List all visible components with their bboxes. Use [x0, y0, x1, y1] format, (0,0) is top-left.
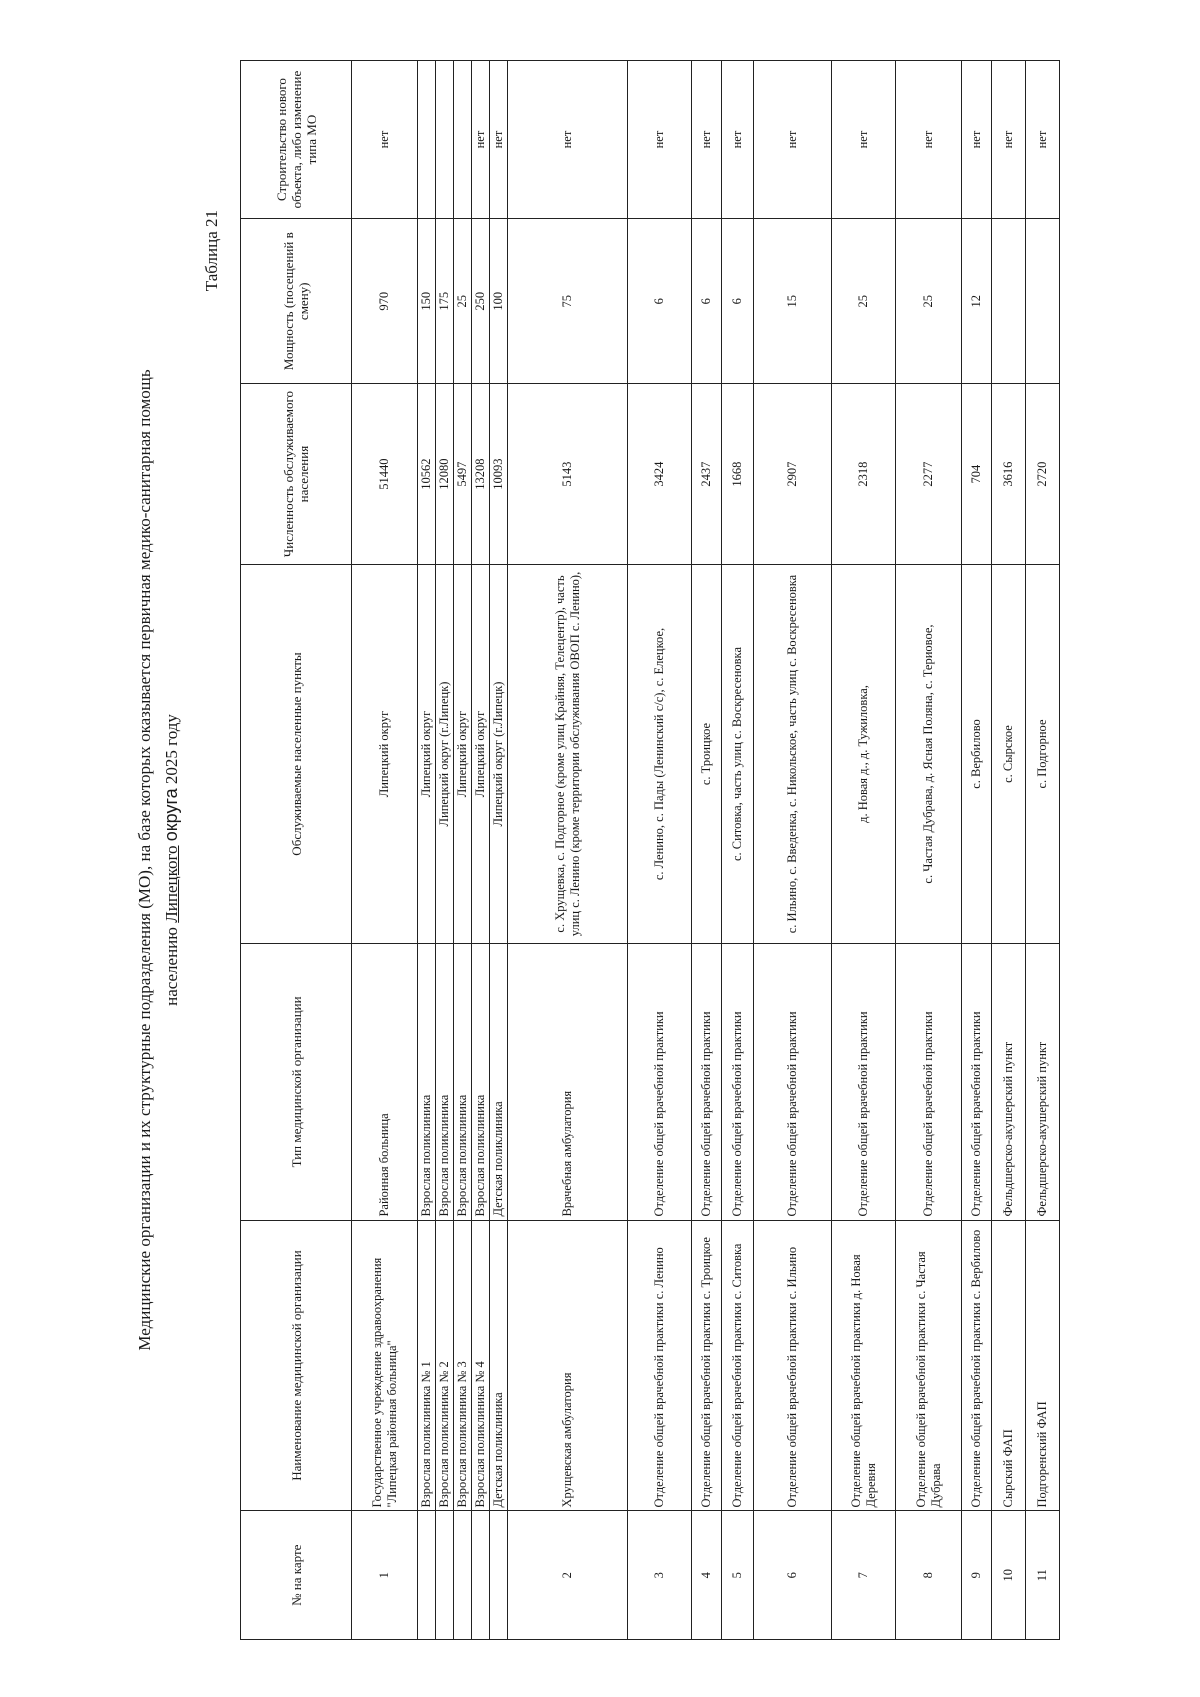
cell-name: Отделение общей врачебной практики с. Ильино: [754, 1220, 832, 1511]
cell-population: 3616: [992, 384, 1026, 564]
cell-points: Липецкий округ: [352, 564, 418, 944]
cell-points: с. Сырское: [992, 564, 1026, 944]
cell-build: нет: [962, 61, 992, 219]
table-row: [962, 61, 992, 1640]
table-row: [832, 61, 896, 1640]
cell-population: 10093: [490, 384, 508, 564]
cell-build: нет: [628, 61, 692, 219]
cell-points: с. Троицкое: [692, 564, 722, 944]
header-population: Численность обслуживаемого населения: [241, 384, 352, 564]
cell-num: 8: [896, 1511, 962, 1640]
cell-type: Детская поликлиника: [490, 944, 508, 1220]
cell-build: нет: [508, 61, 628, 219]
cell-name: Детская поликлиника: [490, 1220, 508, 1511]
cell-type: Отделение общей врачебной практики: [628, 944, 692, 1220]
cell-capacity: 6: [692, 219, 722, 384]
cell-num: 3: [628, 1511, 692, 1640]
cell-num: [436, 1511, 454, 1640]
cell-points: с. Подгорное: [1026, 564, 1060, 944]
table-row: [692, 61, 722, 1640]
cell-points: с. Вербилово: [962, 564, 992, 944]
table-row: [896, 61, 962, 1640]
table-row: [628, 61, 692, 1640]
cell-population: 10562: [418, 384, 436, 564]
cell-build: нет: [832, 61, 896, 219]
cell-build: [436, 61, 454, 219]
cell-num: [490, 1511, 508, 1640]
table-row: [490, 61, 508, 1640]
cell-build: нет: [754, 61, 832, 219]
cell-build: нет: [1026, 61, 1060, 219]
cell-capacity: 75: [508, 219, 628, 384]
cell-capacity: 100: [490, 219, 508, 384]
cell-type: Отделение общей врачебной практики: [896, 944, 962, 1220]
table-label: Таблица 21: [202, 210, 221, 292]
cell-population: 2720: [1026, 384, 1060, 564]
cell-capacity: 25: [454, 219, 472, 384]
cell-num: 9: [962, 1511, 992, 1640]
cell-population: 2907: [754, 384, 832, 564]
cell-population: 5497: [454, 384, 472, 564]
cell-population: 1668: [722, 384, 754, 564]
cell-capacity: 15: [754, 219, 832, 384]
cell-type: Взрослая поликлиника: [418, 944, 436, 1220]
cell-type: Взрослая поликлиника: [436, 944, 454, 1220]
cell-name: Отделение общей врачебной практики с. Ленино: [628, 1220, 692, 1511]
cell-name: Отделение общей врачебной практики д. Новая Деревня: [832, 1220, 896, 1511]
cell-points: с. Частая Дубрава, д. Ясная Поляна, с. Териовое,: [896, 564, 962, 944]
cell-points: Липецкий округ: [418, 564, 436, 944]
table-row: [1026, 61, 1060, 1640]
cell-num: 11: [1026, 1511, 1060, 1640]
cell-name: Подгоренский ФАП: [1026, 1220, 1060, 1511]
table-row: [508, 61, 628, 1640]
cell-num: 7: [832, 1511, 896, 1640]
cell-name: Взрослая поликлиника № 2: [436, 1220, 454, 1511]
cell-capacity: 6: [628, 219, 692, 384]
table-row: [722, 61, 754, 1640]
cell-type: Районная больница: [352, 944, 418, 1220]
rotated-page: [120, 60, 1200, 1660]
cell-capacity: 25: [832, 219, 896, 384]
cell-type: Отделение общей врачебной практики: [722, 944, 754, 1220]
cell-num: 5: [722, 1511, 754, 1640]
header-build: Строительство нового объекта, либо изменение типа МО: [241, 61, 352, 219]
table-row: [436, 61, 454, 1640]
cell-name: Хрущевская амбулатория: [508, 1220, 628, 1511]
cell-type: Отделение общей врачебной практики: [692, 944, 722, 1220]
cell-type: Взрослая поликлиника: [454, 944, 472, 1220]
cell-num: 6: [754, 1511, 832, 1640]
cell-capacity: 6: [722, 219, 754, 384]
table-row: [754, 61, 832, 1640]
cell-points: с. Хрущевка, с. Подгорное (кроме улиц Крайняя, Телецентр), часть улиц с. Ленино (кроме территории обслуживания ОВОП с. Ленино),: [508, 564, 628, 944]
table-body: [352, 61, 1060, 1640]
cell-build: нет: [896, 61, 962, 219]
cell-type: Отделение общей врачебной практики: [754, 944, 832, 1220]
cell-population: 2277: [896, 384, 962, 564]
cell-type: Взрослая поликлиника: [472, 944, 490, 1220]
cell-points: Липецкий округ (г.Липецк): [436, 564, 454, 944]
cell-type: Фельдшерско-акушерский пункт: [1026, 944, 1060, 1220]
cell-capacity: 175: [436, 219, 454, 384]
cell-type: Врачебная амбулатория: [508, 944, 628, 1220]
cell-build: нет: [490, 61, 508, 219]
table-row: [352, 61, 418, 1640]
cell-build: [418, 61, 436, 219]
cell-capacity: [992, 219, 1026, 384]
cell-type: Отделение общей врачебной практики: [962, 944, 992, 1220]
cell-points: Липецкий округ: [454, 564, 472, 944]
cell-points: Липецкий округ: [472, 564, 490, 944]
medical-organizations-table: [240, 60, 1060, 1640]
header-num: № на карте: [241, 1511, 352, 1640]
table-row: [472, 61, 490, 1640]
cell-name: Взрослая поликлиника № 1: [418, 1220, 436, 1511]
cell-name: Сырский ФАП: [992, 1220, 1026, 1511]
title-suffix: 2025 году: [162, 714, 181, 785]
title-prefix: населению: [162, 927, 181, 1006]
cell-type: Фельдшерско-акушерский пункт: [992, 944, 1026, 1220]
cell-build: нет: [722, 61, 754, 219]
cell-capacity: 150: [418, 219, 436, 384]
cell-num: [454, 1511, 472, 1640]
title-okrug: округа: [161, 788, 181, 842]
cell-name: Отделение общей врачебной практики с. Вербилово: [962, 1220, 992, 1511]
cell-num: [472, 1511, 490, 1640]
cell-num: 2: [508, 1511, 628, 1640]
cell-build: нет: [692, 61, 722, 219]
cell-points: д. Новая д., д. Тужиловка,: [832, 564, 896, 944]
cell-type: Отделение общей врачебной практики: [832, 944, 896, 1220]
cell-capacity: 970: [352, 219, 418, 384]
cell-population: 12080: [436, 384, 454, 564]
table-header-row: [241, 61, 352, 1640]
title-line-1: Медицинские организации и их структурные подразделения (МО), на базе которых оказывается первичная медико-санитарная помощь: [135, 369, 154, 1351]
cell-population: 51440: [352, 384, 418, 564]
cell-population: 704: [962, 384, 992, 564]
cell-population: 3424: [628, 384, 692, 564]
cell-points: Липецкий округ (г.Липецк): [490, 564, 508, 944]
cell-population: 2318: [832, 384, 896, 564]
cell-build: нет: [352, 61, 418, 219]
table-row: [454, 61, 472, 1640]
cell-capacity: [1026, 219, 1060, 384]
cell-population: 13208: [472, 384, 490, 564]
cell-num: 4: [692, 1511, 722, 1640]
header-type: Тип медицинской организации: [241, 944, 352, 1220]
header-name: Наименование медицинской организации: [241, 1220, 352, 1511]
cell-population: 5143: [508, 384, 628, 564]
title-line-2: [158, 100, 185, 1620]
cell-capacity: 25: [896, 219, 962, 384]
cell-num: 1: [352, 1511, 418, 1640]
cell-build: нет: [472, 61, 490, 219]
cell-points: с. Ситовка, часть улиц с. Воскресеновка: [722, 564, 754, 944]
cell-name: Взрослая поликлиника № 4: [472, 1220, 490, 1511]
table-row: [418, 61, 436, 1640]
document-title: [132, 100, 185, 1620]
cell-capacity: 12: [962, 219, 992, 384]
cell-num: 10: [992, 1511, 1026, 1640]
cell-num: [418, 1511, 436, 1640]
header-points: Обслуживаемые населенные пункты: [241, 564, 352, 944]
cell-capacity: 250: [472, 219, 490, 384]
cell-name: Отделение общей врачебной практики с. Ситовка: [722, 1220, 754, 1511]
cell-name: Отделение общей врачебной практики с. Троицкое: [692, 1220, 722, 1511]
cell-name: Отделение общей врачебной практики с. Частая Дубрава: [896, 1220, 962, 1511]
cell-name: Государственное учреждение здравоохранения "Липецкая районная больница": [352, 1220, 418, 1511]
cell-name: Взрослая поликлиника № 3: [454, 1220, 472, 1511]
cell-build: нет: [992, 61, 1026, 219]
table-row: [992, 61, 1026, 1640]
header-capacity: Мощность (посещений в смену): [241, 219, 352, 384]
cell-points: с. Ильино, с. Введенка, с. Никольское, часть улиц с. Воскресеновка: [754, 564, 832, 944]
title-district: Липецкого: [162, 845, 181, 923]
cell-points: с. Ленино, с. Пады (Ленинский с/с), с. Елецкое,: [628, 564, 692, 944]
cell-population: 2437: [692, 384, 722, 564]
cell-build: [454, 61, 472, 219]
